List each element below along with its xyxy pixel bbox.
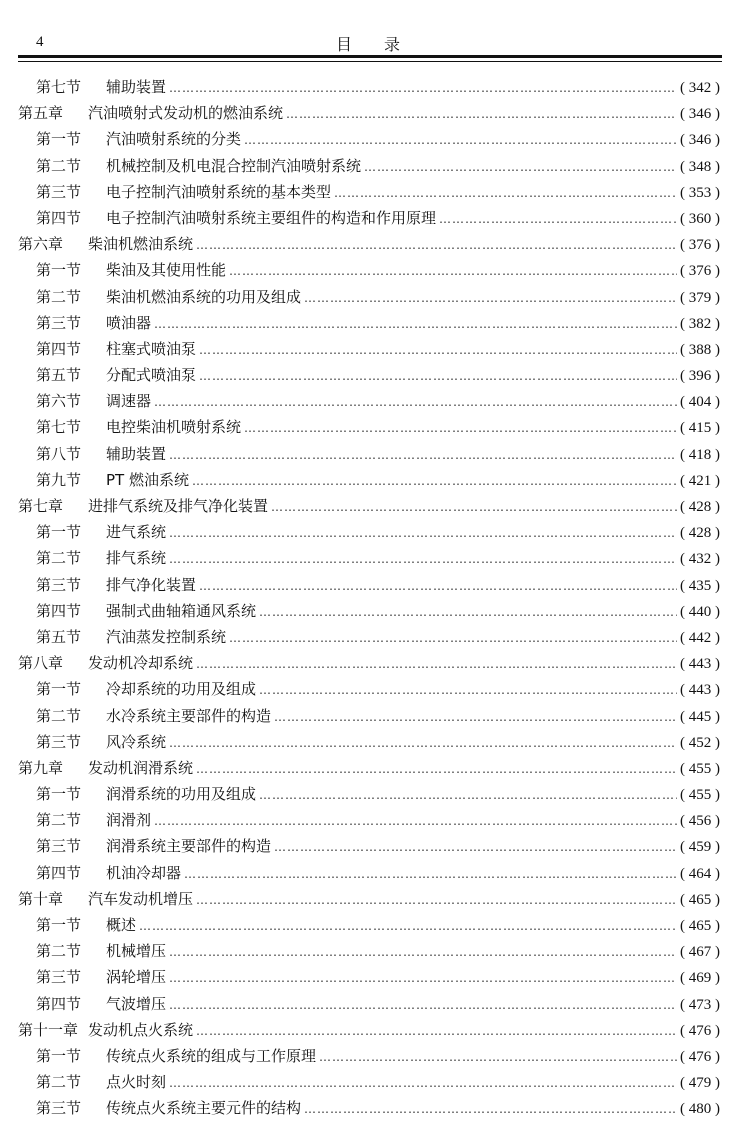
toc-entry-title: 发动机点火系统 bbox=[88, 1020, 194, 1039]
toc-entry-page: ( 418 ) bbox=[680, 446, 720, 463]
toc-chapter-entry[interactable] bbox=[18, 233, 720, 259]
toc-entry-page: ( 376 ) bbox=[680, 237, 720, 254]
toc-entry-page: ( 435 ) bbox=[680, 577, 720, 594]
toc-leader-dots bbox=[244, 421, 677, 435]
toc-entry-number: 第一节 bbox=[36, 916, 82, 934]
toc-entry-title: 汽油喷射式发动机的燃油系统 bbox=[88, 104, 284, 123]
toc-leader-dots bbox=[244, 133, 677, 147]
toc-section-entry[interactable] bbox=[18, 338, 720, 364]
toc-leader-dots bbox=[271, 500, 677, 514]
toc-entry-title: 传统点火系统主要元件的结构 bbox=[106, 1099, 302, 1118]
toc-chapter-entry[interactable] bbox=[18, 888, 720, 914]
toc-entry-number: 第十章 bbox=[18, 889, 64, 908]
toc-leader-dots bbox=[229, 631, 677, 645]
toc-entry-number: 第五节 bbox=[36, 627, 82, 646]
toc-section-entry[interactable] bbox=[18, 626, 720, 652]
toc-entry-number: 第二节 bbox=[36, 706, 82, 725]
toc-chapter-entry[interactable] bbox=[18, 652, 720, 678]
toc-section-entry[interactable] bbox=[18, 914, 720, 940]
toc-section-entry[interactable] bbox=[18, 443, 720, 469]
toc-entry-title: 电子控制汽油喷射系统主要组件的构造和作用原理 bbox=[106, 208, 437, 227]
toc-section-entry[interactable] bbox=[18, 678, 720, 704]
toc-entry-number: 第一节 bbox=[36, 785, 82, 804]
toc-entry-title: 柱塞式喷油泵 bbox=[106, 339, 197, 358]
toc-entry-page: ( 382 ) bbox=[680, 315, 720, 332]
toc-entry-page: ( 452 ) bbox=[680, 734, 720, 751]
toc-leader-dots bbox=[139, 919, 677, 933]
toc-leader-dots bbox=[196, 893, 677, 907]
toc-entry-title: 进气系统 bbox=[106, 523, 167, 542]
toc-entry-number: 第三节 bbox=[36, 968, 82, 987]
toc-section-entry[interactable] bbox=[18, 940, 720, 966]
toc-section-entry[interactable] bbox=[18, 155, 720, 181]
toc-section-entry[interactable] bbox=[18, 966, 720, 992]
toc-entry-title: 汽油蒸发控制系统 bbox=[106, 627, 227, 646]
toc-entry-page: ( 459 ) bbox=[680, 839, 720, 856]
toc-entry-title: 排气净化装置 bbox=[106, 575, 197, 594]
toc-entry-title: 机械增压 bbox=[106, 942, 167, 961]
toc-section-entry[interactable] bbox=[18, 364, 720, 390]
toc-leader-dots bbox=[192, 474, 677, 488]
toc-entry-number: 第一节 bbox=[36, 680, 82, 699]
toc-section-entry[interactable] bbox=[18, 286, 720, 312]
toc-section-entry[interactable] bbox=[18, 181, 720, 207]
toc-entry-page: ( 445 ) bbox=[680, 708, 720, 725]
toc-entry-page: ( 376 ) bbox=[680, 263, 720, 280]
toc-entry-title: 点火时刻 bbox=[106, 1073, 167, 1092]
toc-entry-number: 第四节 bbox=[36, 863, 82, 882]
toc-entry-title: 柴油机燃油系统 bbox=[88, 235, 194, 254]
toc-leader-dots bbox=[304, 1102, 677, 1116]
toc-entry-page: ( 469 ) bbox=[680, 970, 720, 987]
toc-entry-page: ( 346 ) bbox=[680, 106, 720, 123]
toc-entry-number: 第一节 bbox=[36, 1046, 82, 1065]
toc-section-entry[interactable] bbox=[18, 76, 720, 102]
toc-leader-dots bbox=[199, 579, 677, 593]
toc-entry-number: 第二节 bbox=[36, 156, 82, 175]
toc-entry-number: 第四节 bbox=[36, 339, 82, 358]
toc-section-entry[interactable] bbox=[18, 521, 720, 547]
toc-leader-dots bbox=[169, 552, 677, 566]
toc-entry-number: 第四节 bbox=[36, 601, 82, 620]
toc-entry-number: 第二节 bbox=[36, 549, 82, 568]
toc-leader-dots bbox=[169, 1076, 677, 1090]
toc-entry-number: 第四节 bbox=[36, 994, 82, 1013]
toc-entry-page: ( 479 ) bbox=[680, 1075, 720, 1092]
toc-entry-title: 喷油器 bbox=[106, 313, 152, 332]
toc-leader-dots bbox=[259, 788, 677, 802]
toc-section-entry[interactable] bbox=[18, 705, 720, 731]
toc-leader-dots bbox=[154, 317, 677, 331]
toc-entry-title: 柴油及其使用性能 bbox=[106, 261, 227, 280]
toc-leader-dots bbox=[334, 186, 677, 200]
toc-entry-number: 第七章 bbox=[18, 497, 64, 515]
toc-entry-page: ( 480 ) bbox=[680, 1101, 720, 1118]
toc-entry-number: 第六节 bbox=[36, 392, 82, 411]
toc-entry-title: 辅助装置 bbox=[106, 78, 167, 96]
toc-entry-number: 第一节 bbox=[36, 523, 82, 542]
toc-entry-title: 发动机冷却系统 bbox=[88, 654, 194, 673]
toc-entry-page: ( 464 ) bbox=[680, 865, 720, 882]
toc-leader-dots bbox=[259, 683, 677, 697]
toc-entry-number: 第五节 bbox=[36, 366, 82, 385]
toc-entry-page: ( 388 ) bbox=[680, 341, 720, 358]
toc-leader-dots bbox=[199, 369, 677, 383]
toc-entry-number: 第三节 bbox=[36, 837, 82, 856]
toc-entry-title: 水冷系统主要部件的构造 bbox=[106, 706, 272, 725]
toc-entry-title: 调速器 bbox=[106, 392, 152, 411]
toc-entry-number: 第三节 bbox=[36, 313, 82, 332]
toc-entry-title: 分配式喷油泵 bbox=[106, 366, 197, 385]
toc-leader-dots bbox=[169, 81, 677, 95]
toc-chapter-entry[interactable] bbox=[18, 102, 720, 128]
toc-section-entry[interactable] bbox=[18, 809, 720, 835]
toc-entry-title: 辅助装置 bbox=[106, 444, 167, 463]
toc-entry-title: 柴油机燃油系统的功用及组成 bbox=[106, 287, 302, 306]
toc-entry-number: 第一节 bbox=[36, 261, 82, 280]
toc-entry-page: ( 353 ) bbox=[680, 184, 720, 201]
toc-section-entry[interactable] bbox=[18, 835, 720, 861]
toc-entry-page: ( 455 ) bbox=[680, 760, 720, 777]
toc-chapter-entry[interactable] bbox=[18, 757, 720, 783]
toc-entry-number: 第二节 bbox=[36, 287, 82, 306]
toc-entry-number: 第二节 bbox=[36, 942, 82, 961]
toc-leader-dots bbox=[364, 160, 677, 174]
toc-section-entry[interactable] bbox=[18, 259, 720, 285]
toc-entry-title: 机械控制及机电混合控制汽油喷射系统 bbox=[106, 156, 362, 175]
toc-entry-title: 润滑剂 bbox=[106, 811, 152, 830]
toc-entry-title: 发动机润滑系统 bbox=[88, 758, 194, 777]
toc-section-entry[interactable] bbox=[18, 783, 720, 809]
toc-leader-dots bbox=[199, 343, 677, 357]
toc-entry-title: 概述 bbox=[106, 916, 137, 934]
toc-chapter-entry[interactable] bbox=[18, 495, 720, 521]
toc-entry-page: ( 404 ) bbox=[680, 394, 720, 411]
toc-section-entry[interactable] bbox=[18, 731, 720, 757]
toc-entry-page: ( 396 ) bbox=[680, 368, 720, 385]
toc-section-entry[interactable] bbox=[18, 1071, 720, 1097]
toc-entry-page: ( 360 ) bbox=[680, 210, 720, 227]
toc-entry-number: 第一节 bbox=[36, 130, 82, 149]
toc-leader-dots bbox=[169, 736, 677, 750]
toc-entry-number: 第三节 bbox=[36, 1099, 82, 1118]
toc-leader-dots bbox=[169, 945, 677, 959]
table-of-contents bbox=[18, 76, 720, 1124]
toc-section-entry[interactable] bbox=[18, 574, 720, 600]
toc-entry-page: ( 379 ) bbox=[680, 289, 720, 306]
toc-entry-page: ( 476 ) bbox=[680, 1048, 720, 1065]
toc-chapter-entry[interactable] bbox=[18, 1019, 720, 1045]
toc-leader-dots bbox=[184, 867, 677, 881]
toc-entry-title: 风冷系统 bbox=[106, 732, 167, 751]
toc-entry-title: 排气系统 bbox=[106, 549, 167, 568]
toc-entry-page: ( 443 ) bbox=[680, 656, 720, 673]
toc-section-entry[interactable] bbox=[18, 416, 720, 442]
toc-leader-dots bbox=[229, 264, 677, 278]
toc-leader-dots bbox=[196, 238, 677, 252]
toc-entry-number: 第三节 bbox=[36, 182, 82, 201]
toc-entry-title: 冷却系统的功用及组成 bbox=[106, 680, 257, 699]
toc-section-entry[interactable] bbox=[18, 312, 720, 338]
toc-entry-number: 第四节 bbox=[36, 208, 82, 227]
toc-entry-page: ( 428 ) bbox=[680, 499, 720, 515]
toc-section-entry[interactable] bbox=[18, 600, 720, 626]
toc-entry-page: ( 443 ) bbox=[680, 682, 720, 699]
toc-entry-number: 第二节 bbox=[36, 811, 82, 830]
toc-entry-title: 气波增压 bbox=[106, 994, 167, 1013]
toc-entry-page: ( 346 ) bbox=[680, 132, 720, 149]
toc-leader-dots bbox=[274, 840, 677, 854]
toc-section-entry[interactable] bbox=[18, 1045, 720, 1071]
toc-entry-page: ( 442 ) bbox=[680, 629, 720, 646]
toc-entry-page: ( 432 ) bbox=[680, 551, 720, 568]
toc-leader-dots bbox=[259, 605, 677, 619]
header-rule-thin bbox=[18, 61, 722, 62]
toc-section-entry[interactable] bbox=[18, 993, 720, 1019]
page-header bbox=[18, 30, 722, 54]
toc-entry-page: ( 421 ) bbox=[680, 472, 720, 489]
toc-entry-title: 进排气系统及排气净化装置 bbox=[88, 497, 269, 515]
toc-leader-dots bbox=[154, 395, 677, 409]
toc-entry-page: ( 465 ) bbox=[680, 918, 720, 934]
toc-entry-page: ( 342 ) bbox=[680, 80, 720, 96]
toc-entry-page: ( 476 ) bbox=[680, 1022, 720, 1039]
toc-section-entry[interactable] bbox=[18, 547, 720, 573]
toc-leader-dots bbox=[439, 212, 677, 226]
toc-entry-number: 第二节 bbox=[36, 1073, 82, 1092]
toc-leader-dots bbox=[286, 107, 677, 121]
toc-leader-dots bbox=[169, 448, 677, 462]
toc-entry-number: 第三节 bbox=[36, 732, 82, 751]
toc-entry-number: 第七节 bbox=[36, 78, 82, 96]
toc-entry-number: 第八章 bbox=[18, 654, 64, 673]
toc-entry-page: ( 465 ) bbox=[680, 891, 720, 908]
toc-section-entry[interactable] bbox=[18, 469, 720, 495]
toc-entry-title: 汽车发动机增压 bbox=[88, 889, 194, 908]
toc-entry-title: PT 燃油系统 bbox=[106, 470, 189, 489]
toc-entry-title: 电控柴油机喷射系统 bbox=[106, 418, 242, 437]
toc-entry-page: ( 348 ) bbox=[680, 158, 720, 175]
toc-entry-page: ( 467 ) bbox=[680, 944, 720, 961]
toc-entry-number: 第五章 bbox=[18, 104, 64, 123]
toc-entry-page: ( 456 ) bbox=[680, 813, 720, 830]
toc-entry-title: 电子控制汽油喷射系统的基本类型 bbox=[106, 182, 332, 201]
toc-entry-page: ( 428 ) bbox=[680, 525, 720, 542]
toc-entry-page: ( 455 ) bbox=[680, 787, 720, 804]
toc-section-entry[interactable] bbox=[18, 207, 720, 233]
toc-entry-number: 第六章 bbox=[18, 235, 64, 254]
toc-section-entry[interactable] bbox=[18, 390, 720, 416]
toc-entry-number: 第八节 bbox=[36, 444, 82, 463]
toc-leader-dots bbox=[196, 657, 677, 671]
toc-entry-title: 传统点火系统的组成与工作原理 bbox=[106, 1046, 317, 1065]
toc-entry-page: ( 440 ) bbox=[680, 603, 720, 620]
toc-leader-dots bbox=[154, 814, 677, 828]
toc-entry-number: 第三节 bbox=[36, 575, 82, 594]
toc-entry-title: 润滑系统的功用及组成 bbox=[106, 785, 257, 804]
toc-leader-dots bbox=[196, 1024, 677, 1038]
toc-section-entry[interactable] bbox=[18, 128, 720, 154]
toc-entry-title: 涡轮增压 bbox=[106, 968, 167, 987]
page-number: 4 bbox=[36, 34, 44, 50]
toc-leader-dots bbox=[319, 1050, 677, 1064]
toc-entry-title: 润滑系统主要部件的构造 bbox=[106, 837, 272, 856]
toc-leader-dots bbox=[169, 998, 677, 1012]
toc-leader-dots bbox=[304, 291, 677, 305]
toc-section-entry[interactable] bbox=[18, 1097, 720, 1123]
toc-leader-dots bbox=[169, 971, 677, 985]
toc-entry-title: 强制式曲轴箱通风系统 bbox=[106, 601, 257, 620]
toc-entry-number: 第九节 bbox=[36, 470, 82, 489]
toc-entry-number: 第九章 bbox=[18, 758, 64, 777]
toc-leader-dots bbox=[196, 762, 677, 776]
toc-entry-number: 第十一章 bbox=[18, 1020, 79, 1039]
toc-entry-number: 第七节 bbox=[36, 418, 82, 437]
page-title: 目录 bbox=[335, 35, 432, 54]
toc-entry-title: 机油冷却器 bbox=[106, 863, 182, 882]
toc-leader-dots bbox=[169, 526, 677, 540]
toc-entry-title: 汽油喷射系统的分类 bbox=[106, 130, 242, 149]
header-rule-thick bbox=[18, 55, 722, 58]
toc-section-entry[interactable] bbox=[18, 862, 720, 888]
toc-entry-page: ( 473 ) bbox=[680, 996, 720, 1013]
toc-leader-dots bbox=[274, 710, 677, 724]
toc-entry-page: ( 415 ) bbox=[680, 420, 720, 437]
